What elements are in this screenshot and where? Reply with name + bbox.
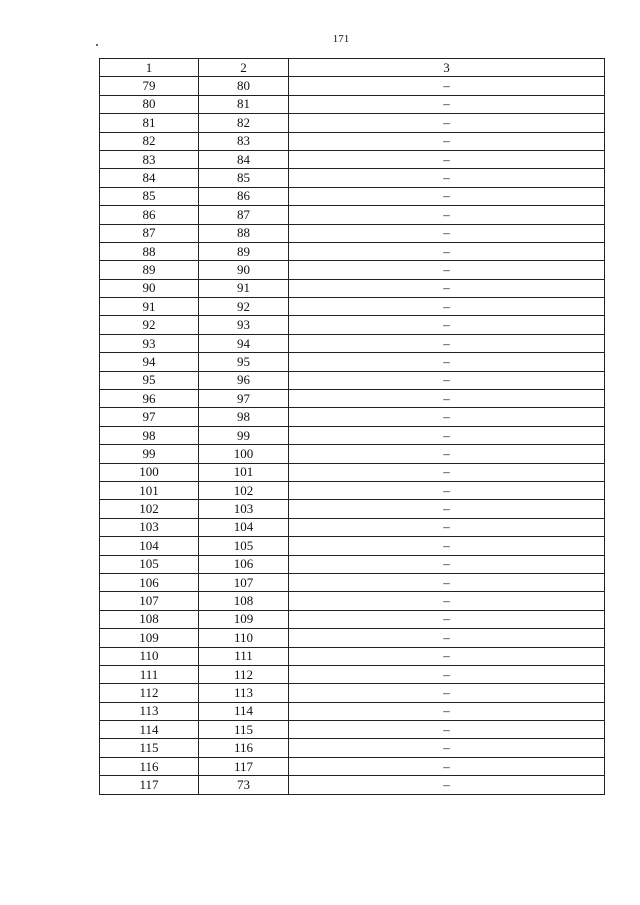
table-row xyxy=(100,518,605,536)
table-row xyxy=(100,610,605,628)
table-cell-col2: 114 xyxy=(199,702,289,720)
table-cell-col3: – xyxy=(289,573,605,591)
table-row xyxy=(100,555,605,573)
table-cell-col3: – xyxy=(289,518,605,536)
table-cell-col1: 79 xyxy=(100,77,199,95)
table-row xyxy=(100,757,605,775)
table-row xyxy=(100,776,605,794)
table-cell-col2: 115 xyxy=(199,721,289,739)
table-cell-col1: 113 xyxy=(100,702,199,720)
table-row xyxy=(100,279,605,297)
table-row xyxy=(100,481,605,499)
table-row xyxy=(100,187,605,205)
table-cell-col3: – xyxy=(289,279,605,297)
table-cell-col3: – xyxy=(289,371,605,389)
table-cell-col2: 84 xyxy=(199,150,289,168)
table-cell-col2: 83 xyxy=(199,132,289,150)
table-row xyxy=(100,445,605,463)
table-row xyxy=(100,298,605,316)
table-cell-col1: 86 xyxy=(100,206,199,224)
table-cell-col2: 81 xyxy=(199,95,289,113)
table-cell-col2: 100 xyxy=(199,445,289,463)
table-cell-col2: 112 xyxy=(199,665,289,683)
table-row xyxy=(100,390,605,408)
table-cell-col3: – xyxy=(289,739,605,757)
table-cell-col3: – xyxy=(289,150,605,168)
table-row xyxy=(100,702,605,720)
table-row xyxy=(100,500,605,518)
table-cell-col3: – xyxy=(289,169,605,187)
table-cell-col3: – xyxy=(289,702,605,720)
table-cell-col1: 108 xyxy=(100,610,199,628)
table-cell-col1: 100 xyxy=(100,463,199,481)
table-cell-col1: 109 xyxy=(100,629,199,647)
table-cell-col3: – xyxy=(289,187,605,205)
table-cell-col3: – xyxy=(289,445,605,463)
table-cell-col1: 89 xyxy=(100,261,199,279)
table-cell-col3: – xyxy=(289,647,605,665)
table-cell-col3: – xyxy=(289,665,605,683)
table-row xyxy=(100,721,605,739)
scan-speck xyxy=(96,44,98,46)
table-row xyxy=(100,408,605,426)
table-row xyxy=(100,316,605,334)
table-cell-col3: – xyxy=(289,555,605,573)
table-cell-col2: 80 xyxy=(199,77,289,95)
table-cell-col2: 108 xyxy=(199,592,289,610)
table-cell-col1: 117 xyxy=(100,776,199,794)
table-cell-col3: – xyxy=(289,463,605,481)
table-cell-col1: 95 xyxy=(100,371,199,389)
table-cell-col1: 97 xyxy=(100,408,199,426)
table-cell-col3: – xyxy=(289,242,605,260)
table-cell-col1: 99 xyxy=(100,445,199,463)
table-cell-col3: – xyxy=(289,95,605,113)
table-cell-col1: 92 xyxy=(100,316,199,334)
table-cell-col3: – xyxy=(289,353,605,371)
table-cell-col1: 116 xyxy=(100,757,199,775)
table-row xyxy=(100,242,605,260)
table-cell-col3: – xyxy=(289,776,605,794)
table-cell-col1: 104 xyxy=(100,537,199,555)
table-row xyxy=(100,463,605,481)
table-row xyxy=(100,426,605,444)
table-cell-col1: 94 xyxy=(100,353,199,371)
table-cell-col1: 93 xyxy=(100,334,199,352)
table-row xyxy=(100,739,605,757)
table-cell-col2: 86 xyxy=(199,187,289,205)
table-cell-col3: – xyxy=(289,316,605,334)
table-cell-col2: 95 xyxy=(199,353,289,371)
table-row xyxy=(100,169,605,187)
table-cell-col2: 82 xyxy=(199,114,289,132)
table-row xyxy=(100,371,605,389)
data-table xyxy=(99,58,605,795)
table-cell-col1: 98 xyxy=(100,426,199,444)
table-cell-col2: 99 xyxy=(199,426,289,444)
page-number: 171 xyxy=(332,33,350,45)
table-row xyxy=(100,647,605,665)
table-cell-col3: – xyxy=(289,426,605,444)
table-cell-col2: 93 xyxy=(199,316,289,334)
table-row xyxy=(100,206,605,224)
table-cell-col3: – xyxy=(289,629,605,647)
table-cell-col2: 111 xyxy=(199,647,289,665)
table-cell-col3: – xyxy=(289,114,605,132)
column-header-1: 1 xyxy=(100,59,199,77)
table-row xyxy=(100,132,605,150)
table-cell-col2: 85 xyxy=(199,169,289,187)
table-cell-col1: 105 xyxy=(100,555,199,573)
table-cell-col2: 101 xyxy=(199,463,289,481)
column-header-3: 3 xyxy=(289,59,605,77)
table-cell-col2: 103 xyxy=(199,500,289,518)
table-cell-col1: 84 xyxy=(100,169,199,187)
table-cell-col3: – xyxy=(289,757,605,775)
table-cell-col1: 103 xyxy=(100,518,199,536)
table-cell-col2: 102 xyxy=(199,481,289,499)
table-cell-col3: – xyxy=(289,224,605,242)
table-row xyxy=(100,353,605,371)
table-cell-col2: 98 xyxy=(199,408,289,426)
table-cell-col3: – xyxy=(289,206,605,224)
table-row xyxy=(100,684,605,702)
table-cell-col1: 107 xyxy=(100,592,199,610)
table-row xyxy=(100,334,605,352)
table-cell-col2: 106 xyxy=(199,555,289,573)
table-cell-col2: 116 xyxy=(199,739,289,757)
table-row xyxy=(100,114,605,132)
table-row xyxy=(100,665,605,683)
table-cell-col3: – xyxy=(289,721,605,739)
table-cell-col2: 91 xyxy=(199,279,289,297)
table-cell-col2: 110 xyxy=(199,629,289,647)
table-cell-col3: – xyxy=(289,500,605,518)
table-cell-col3: – xyxy=(289,481,605,499)
table-cell-col1: 83 xyxy=(100,150,199,168)
table-cell-col1: 102 xyxy=(100,500,199,518)
table-cell-col3: – xyxy=(289,261,605,279)
table-cell-col2: 117 xyxy=(199,757,289,775)
table-cell-col3: – xyxy=(289,537,605,555)
table-cell-col1: 106 xyxy=(100,573,199,591)
table-cell-col2: 96 xyxy=(199,371,289,389)
table-row xyxy=(100,261,605,279)
table-cell-col3: – xyxy=(289,132,605,150)
table-cell-col2: 87 xyxy=(199,206,289,224)
table-cell-col1: 111 xyxy=(100,665,199,683)
table-body xyxy=(100,77,605,794)
table-row xyxy=(100,77,605,95)
table-cell-col1: 87 xyxy=(100,224,199,242)
table-cell-col1: 82 xyxy=(100,132,199,150)
table-header-row xyxy=(100,59,605,77)
table-cell-col3: – xyxy=(289,684,605,702)
table-cell-col1: 110 xyxy=(100,647,199,665)
table-cell-col1: 115 xyxy=(100,739,199,757)
table-cell-col3: – xyxy=(289,298,605,316)
column-header-2: 2 xyxy=(199,59,289,77)
table-cell-col1: 101 xyxy=(100,481,199,499)
table-cell-col2: 73 xyxy=(199,776,289,794)
table-cell-col2: 97 xyxy=(199,390,289,408)
table-cell-col3: – xyxy=(289,390,605,408)
table-cell-col2: 90 xyxy=(199,261,289,279)
table-cell-col1: 114 xyxy=(100,721,199,739)
table-cell-col1: 96 xyxy=(100,390,199,408)
table-cell-col3: – xyxy=(289,77,605,95)
table-cell-col1: 90 xyxy=(100,279,199,297)
table-cell-col1: 85 xyxy=(100,187,199,205)
table-cell-col2: 109 xyxy=(199,610,289,628)
table-cell-col3: – xyxy=(289,610,605,628)
table-cell-col2: 104 xyxy=(199,518,289,536)
table-cell-col2: 113 xyxy=(199,684,289,702)
table-cell-col2: 89 xyxy=(199,242,289,260)
table-cell-col3: – xyxy=(289,592,605,610)
table-cell-col1: 112 xyxy=(100,684,199,702)
table-row xyxy=(100,150,605,168)
table-cell-col3: – xyxy=(289,408,605,426)
table-row xyxy=(100,537,605,555)
table-row xyxy=(100,629,605,647)
table-cell-col2: 107 xyxy=(199,573,289,591)
table-cell-col1: 80 xyxy=(100,95,199,113)
table-row xyxy=(100,592,605,610)
table-cell-col1: 81 xyxy=(100,114,199,132)
table-cell-col1: 91 xyxy=(100,298,199,316)
table-cell-col2: 88 xyxy=(199,224,289,242)
table-cell-col2: 92 xyxy=(199,298,289,316)
table-row xyxy=(100,95,605,113)
table-cell-col1: 88 xyxy=(100,242,199,260)
table-cell-col2: 105 xyxy=(199,537,289,555)
table-row xyxy=(100,224,605,242)
table-cell-col2: 94 xyxy=(199,334,289,352)
table-row xyxy=(100,573,605,591)
table-cell-col3: – xyxy=(289,334,605,352)
